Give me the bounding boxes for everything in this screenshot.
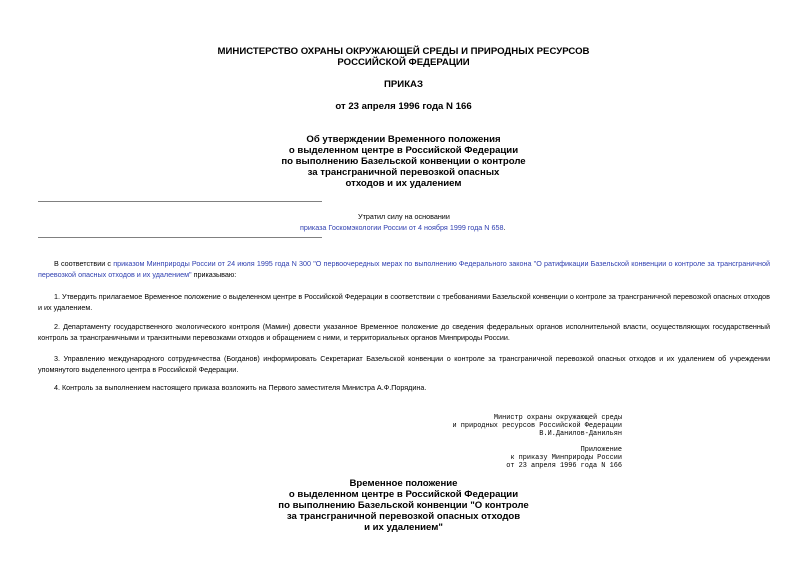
signature-line-1: Министр охраны окружающей среды	[493, 414, 622, 422]
divider-bottom	[38, 237, 322, 238]
item-1: 1. Утвердить прилагаемое Временное положение о выделенном центре в Российской Федерации в соответствии с требованиями Базельской конвенции о контроле за трансграничной перевозкой опасных отходов и их удалением.	[38, 292, 770, 312]
ministry-line-1: МИНИСТЕРСТВО ОХРАНЫ ОКРУЖАЮЩЕЙ СРЕДЫ И ПРИРОДНЫХ РЕСУРСОВ	[217, 46, 590, 57]
appendix-ref-line-1: Приложение	[580, 446, 622, 454]
title-line-3: по выполнению Базельской конвенции о контроле	[281, 156, 526, 167]
appendix-title-line-2: о выделенном центре в Российской Федерации	[288, 489, 519, 500]
appendix-title-line-5: и их удалением"	[364, 522, 443, 533]
item-2: 2. Департаменту государственного экологического контроля (Мамин) довести указанное Временное положение до сведения федеральных органов исполнительной власти, осуществляющих государственный контроль за трансграничными и транзитными перевозками отходов и обращением с ними, и территориальных органов Минприроды России.	[38, 322, 770, 342]
signature-line-3: В.И.Данилов-Данильян	[539, 430, 622, 438]
preamble-link[interactable]: приказом Минприроды России от 24 июля 1995 года N 300 "О первоочередных мерах по выполнению Федерального закона "О ратификации Базельской конвенции о контроле за трансграничной перевозкой опасных отходов и их удалением"	[38, 259, 771, 279]
signature-line-2: и природных ресурсов Российской Федерации	[452, 422, 622, 430]
appendix-ref-line-3: от 23 апреля 1996 года N 166	[506, 462, 622, 470]
title-line-5: отходов и их удалением	[345, 178, 462, 189]
appendix-title-line-1: Временное положение	[349, 478, 458, 489]
appendix-ref-line-2: к приказу Минприроды России	[510, 454, 622, 462]
item-4: 4. Контроль за выполнением настоящего приказа возложить на Первого заместителя Министра А.Ф.Порядина.	[54, 383, 427, 392]
title-line-2: о выделенном центре в Российской Федерации	[288, 145, 519, 156]
ministry-line-2: РОССИЙСКОЙ ФЕДЕРАЦИИ	[337, 57, 470, 68]
divider-top	[38, 201, 322, 202]
appendix-title-line-3: по выполнению Базельской конвенции "О контроле	[278, 500, 529, 511]
title-line-4: за трансграничной перевозкой опасных	[307, 167, 500, 178]
item-3: 3. Управлению международного сотрудничества (Богданов) информировать Секретариат Базельской конвенции о контроле за трансграничной перевозкой опасных отходов и их удалением об учреждении упомянутого выделенного центра в Российской Федерации.	[38, 354, 770, 374]
appendix-title-line-4: за трансграничной перевозкой опасных отходов	[286, 511, 521, 522]
status-link[interactable]: приказа Госкомэкологии России от 4 ноября 1999 года N 658	[300, 223, 504, 232]
status-line: Утратил силу на основании	[358, 212, 450, 221]
doc-type: ПРИКАЗ	[384, 79, 423, 90]
preamble: В соответствии с приказом Минприроды России от 24 июля 1995 года N 300 "О первоочередных мерах по выполнению Федерального закона "О ратификации Базельской конвенции о контроле за трансграничной перевозкой опасных отходов и их удалением" приказываю:	[38, 259, 771, 279]
status-reference: приказа Госкомэкологии России от 4 ноября 1999 года N 658.	[300, 223, 506, 232]
title-line-1: Об утверждении Временного положения	[306, 134, 501, 145]
date-number: от 23 апреля 1996 года N 166	[335, 101, 472, 112]
